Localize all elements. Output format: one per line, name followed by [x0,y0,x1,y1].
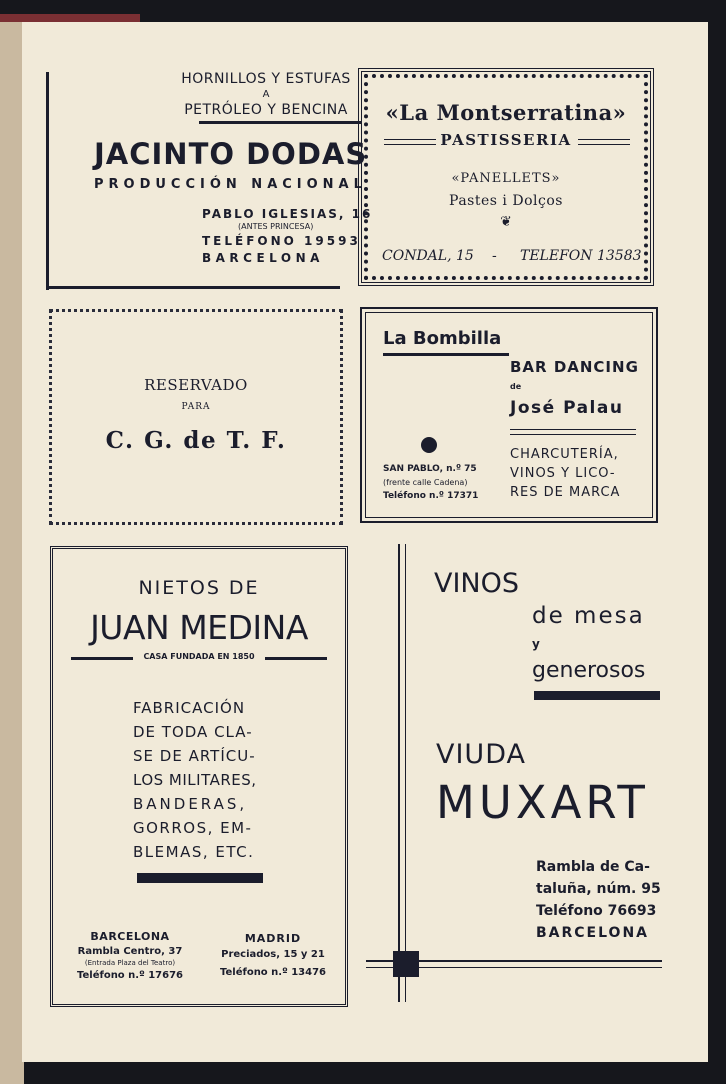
ad-muxart-line2: de mesa [532,603,645,629]
ad-montserratina-address: CONDAL, 15 [382,248,474,264]
ad-muxart-line1: VINOS [434,568,520,599]
ad-dodas-phone: TELÉFONO 19593 [202,234,361,248]
ad-montserratina-product: «PANELLETS» [451,171,561,186]
ad-dodas-address: PABLO IGLESIAS, 16 [202,207,373,221]
ad-bombilla-phone: Teléfono n.º 17371 [383,491,479,501]
ad-la-montserratina [358,68,654,286]
ad-montserratina-product2: Pastes i Dolços [449,193,563,209]
ad-bombilla-owner: José Palau [510,398,624,418]
ad-viuda-muxart [362,542,682,1012]
ad-medina-desc-5: GORROS, EM- [133,819,253,837]
ad-medina-founded: CASA FUNDADA EN 1850 [143,652,255,661]
ad-muxart-addr2: taluña, núm. 95 [536,881,661,897]
muxart-corner-square [393,951,419,977]
ad-bombilla-address-note: (frente calle Cadena) [383,478,468,487]
ad-muxart-name1: VIUDA [436,739,526,770]
ad-medina-desc-2: SE DE ARTÍCU- [133,747,256,765]
ad-montserratina-name: «La Montserratina» [385,100,627,125]
ad-medina-desc-6: BLEMAS, ETC. [133,843,255,861]
ad-dodas-top1: HORNILLOS Y ESTUFAS [181,71,351,87]
ad-bombilla-goods3: RES DE MARCA [510,485,621,500]
ad-jacinto-dodas [46,71,373,290]
ad-reserved-line1: RESERVADO [144,376,248,394]
ad-medina-desc-3: LOS MILITARES, [133,771,257,789]
ad-medina-bcn-note: (Entrada Plaza del Teatro) [84,959,176,967]
ad-medina-name: JUAN MEDINA [90,608,308,647]
ad-montserratina-phone: TELEFON 13583 [520,248,642,264]
ad-bombilla-type: BAR DANCING [510,358,639,376]
ad-la-bombilla [360,307,658,523]
muxart-vline-outer [398,544,400,1002]
ornament-left [384,139,436,145]
ad-reserved [49,309,343,525]
bullet-dot-icon [421,437,437,453]
ad-muxart-line3: y [532,637,540,651]
ad-montserratina-separator: - [492,248,497,264]
ad-bombilla-goods2: VINOS Y LICO- [510,466,616,481]
flourish-icon: ❦ [500,214,512,230]
ad-reserved-line2: PARA [181,402,211,412]
ad-medina-bcn-phone: Teléfono n.º 17676 [76,970,183,981]
muxart-bar [534,691,660,700]
ad-medina-desc-0: FABRICACIÓN [133,699,246,717]
book-spine [0,22,24,1084]
ad-medina-mad-addr: Preciados, 15 y 21 [221,949,325,960]
ad-muxart-city: BARCELONA [536,925,649,941]
ad-bombilla-address: SAN PABLO, n.º 75 [383,464,477,474]
ad-muxart-name2: MUXART [436,776,649,829]
ad-reserved-line3: C. G. de T. F. [105,427,287,454]
ad-dodas-name: JACINTO DODAS [94,137,368,171]
ad-bombilla-rule [510,429,636,435]
ad-dodas-top2: A [262,89,270,100]
ad-medina-mad-phone: Teléfono n.º 13476 [219,967,326,978]
ad-juan-medina [50,546,348,1007]
ad-medina-desc-1: DE TODA CLA- [133,723,253,741]
muxart-vline-inner [405,544,406,1002]
ad-muxart-addr1: Rambla de Ca- [536,859,650,875]
ad-montserratina-type: PASTISSERIA [440,131,572,149]
ad-bombilla-de: de [510,382,522,391]
ad-bombilla-goods1: CHARCUTERÍA, [510,447,619,462]
ad-medina-line1: NIETOS DE [138,577,260,599]
ad-muxart-line4: generosos [532,658,646,683]
ad-medina-bcn-title: BARCELONA [90,930,170,943]
ad-bombilla-name: La Bombilla [383,328,502,349]
ad-muxart-phone: Teléfono 76693 [536,903,657,919]
ad-medina-bcn-addr: Rambla Centro, 37 [77,946,183,957]
ad-medina-mad-title: MADRID [244,932,302,945]
magazine-page [22,22,708,1062]
ad-dodas-city: BARCELONA [202,251,324,265]
ad-dodas-top3: PETRÓLEO Y BENCINA [184,102,348,118]
ad-dodas-address-note: (ANTES PRINCESA) [238,222,314,231]
ad-medina-desc-4: BANDERAS, [133,795,248,813]
ornament-right [578,139,630,145]
ad-dodas-tagline: PRODUCCIÓN NACIONAL [94,177,367,192]
